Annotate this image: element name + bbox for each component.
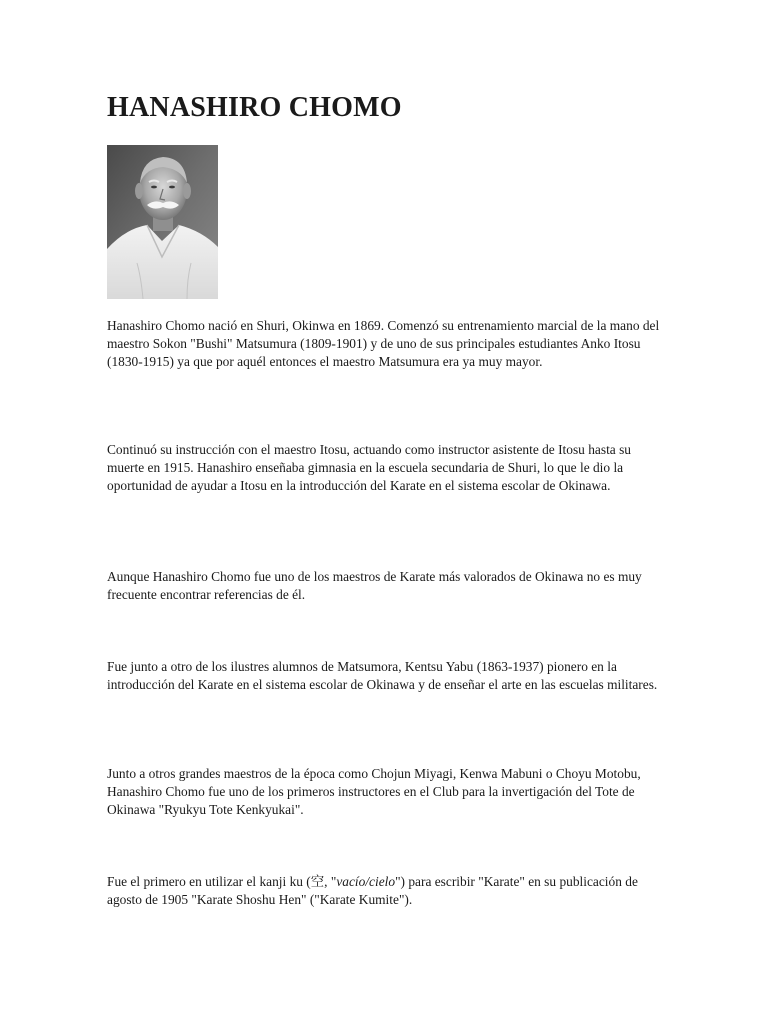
paragraph-5: Junto a otros grandes maestros de la época como Chojun Miyagi, Kenwa Mabuni o Choyu Motobu, Hanashiro Chomo fue uno de los primeros instructores en el Club para la invertigación del Tote de Okinawa "Ryukyu Tote Kenkyukai".: [107, 766, 641, 818]
paragraph-3: Aunque Hanashiro Chomo fue uno de los maestros de Karate más valorados de Okinawa no es muy frecuente encontrar referencias de él.: [107, 569, 642, 603]
paragraph-4: Fue junto a otro de los ilustres alumnos de Matsumora, Kentsu Yabu (1863-1937) pionero en la introducción del Karate en el sistema escolar de Okinawa y de enseñar el arte en las escuelas militares.: [107, 659, 658, 693]
paragraph-6-part-2: ") para escribir "Karate" en su publicación de agosto de 1905 "Karate Shoshu Hen" ("Karate Kumite").: [107, 874, 638, 908]
portrait-image: [107, 145, 218, 299]
paragraph-1: Hanashiro Chomo nació en Shuri, Okinwa en 1869. Comenzó su entrenamiento marcial de la mano del maestro Sokon "Bushi" Matsumura (1809-1901) y de uno de sus principales estudiantes Anko Itosu (1830-1915) ya que por aquél entonces el maestro Matsumura era ya muy mayor.: [107, 318, 660, 370]
paragraph-6-part-1: Fue el primero en utilizar el kanji ku (空, ": [107, 874, 337, 889]
portrait-photo: [107, 145, 218, 299]
paragraph-6: [107, 873, 663, 909]
page-title: HANASHIRO CHOMO: [107, 92, 402, 123]
paragraph-2: Continuó su instrucción con el maestro Itosu, actuando como instructor asistente de Itosu hasta su muerte en 1915. Hanashiro enseñaba gimnasia en la escuela secundaria de Shuri, lo que le dio la oportunidad de ayudar a Itosu en la introducción del Karate en el sistema escolar de Okinawa.: [107, 442, 631, 494]
paragraph-6-emphasis: vacío/cielo: [336, 874, 396, 889]
